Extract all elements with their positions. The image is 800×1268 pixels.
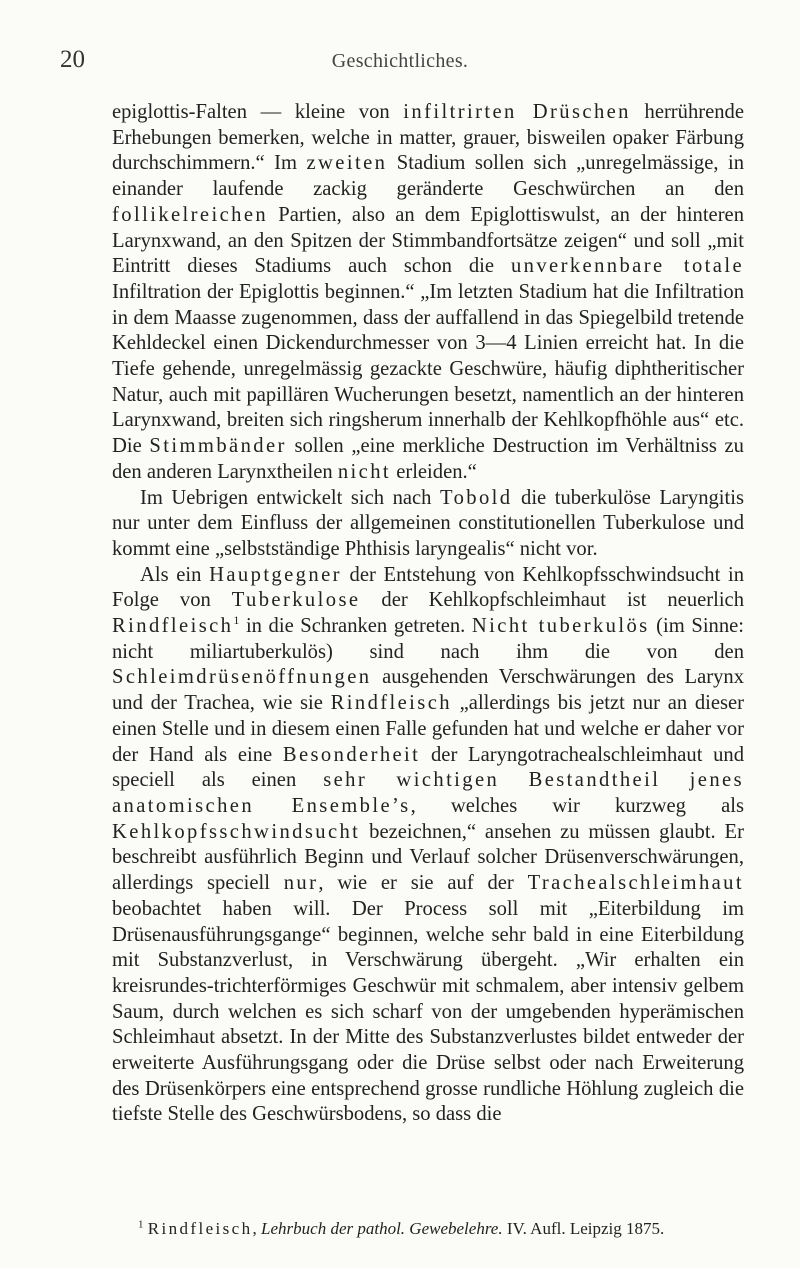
spaced-emphasis: Rindfleisch (112, 615, 234, 638)
text-run: Partien, also an dem Epiglottiswulst, an der hinteren Larynxwand, an den Spitzen der Stimmbandfortsätze zeigen“ und soll „mit Eintritt dieses Stadiums auch schon die (112, 203, 744, 278)
text-run: bezeichnen,“ ansehen zu müssen glaubt. Er beschreibt ausführlich Beginn und Verlauf solcher Drüsenverschwärungen, allerdings speciell (112, 820, 744, 895)
text-run: „allerdings bis jetzt nur an dieser einen Stelle und in diesem einen Falle gefunden hat und welche er daher vor der Hand als eine (112, 692, 745, 766)
paragraph (112, 486, 744, 563)
text-run: Infiltration der Epiglottis beginnen.“ „Im letzten Stadium hat die Infiltration in dem Maasse zugenommen, dass der auffallend in das Spiegelbild tretende Kehldeckel einen Dickendurchmesser von 3—4 Linien erreicht hat. In die Tiefe gehende, unregelmässig gezackte Geschwüre, häufig diphtheritischer Natur, auch mit papillären Wucherungen besetzt, namentlich an der hinteren Larynxwand, breiten sich ringsherum innerhalb der Kehlkopfhöhle aus“ etc. Die (112, 280, 744, 458)
running-title: Geschichtliches. (331, 50, 469, 72)
spaced-emphasis: Tuberkulose (231, 589, 361, 612)
footnote (138, 1218, 758, 1240)
spaced-emphasis: Trachealschleimhaut (527, 872, 744, 895)
spaced-emphasis: zweiten (306, 152, 388, 175)
footnote-marker: 1 (138, 1218, 144, 1231)
text-run: herrührende Erhebungen bemerken, welche in matter, grauer, bisweilen opaker Färbung durchschimmern.“ Im (112, 101, 744, 175)
text-run: epiglottis-Falten — kleine von (112, 101, 404, 123)
page-number: 20 (60, 46, 85, 73)
spaced-emphasis: sehr wichtigen Bestandtheil jenes anatomischen Ensemble’s (112, 769, 744, 817)
text-run: der Entstehung von Kehlkopfsschwindsucht in Folge von (112, 563, 744, 612)
spaced-emphasis: infiltrirten Drüschen (403, 101, 631, 123)
text-run: der Kehlkopfschleimhaut ist neuerlich (360, 589, 744, 612)
footnote-reference: 1 (233, 613, 240, 628)
footnote-title: Lehrbuch der pathol. Gewebelehre. (261, 1219, 503, 1238)
footnote-author: Rindfleisch (147, 1219, 253, 1238)
spaced-emphasis: nicht (337, 460, 392, 483)
spaced-emphasis: Rindfleisch (330, 692, 452, 715)
body-text (112, 100, 744, 1128)
footnote-publication: IV. Aufl. Leipzig 1875. (502, 1219, 665, 1238)
spaced-emphasis: Stimmbänder (149, 435, 287, 458)
text-run: Im Uebrigen entwickelt sich nach (140, 486, 441, 509)
paragraph (112, 563, 744, 1128)
page-header (60, 46, 740, 78)
text-run: beobachtet haben will. Der Process soll mit „Eiterbildung im Drüsenausführungsgange“ beginnen, welche sehr bald in eine Eiterbildung mit Substanzverlust, in Verschwärung übergeht. „Wir erhalten ein kreisrundes-trichterförmiges Geschwür mit schmalem, aber intensiv gelbem Saum, durch welchen es sich scharf von der umgebenden hyperämischen Schleimhaut absetzt. In der Mitte des Substanzverlustes bildet entweder der erweiterte Ausführungsgang oder die Drüse selbst oder nach Erweiterung des Drüsenkörpers eine entsprechend grosse rundliche Höhlung zugleich die tiefste Stelle des Geschwürsbodens, so dass die (112, 897, 744, 1126)
text-run: sollen „eine merkliche Destruction im Verhältniss zu den anderen Larynxtheilen (112, 435, 744, 483)
text-run: in die Schranken getreten. (239, 615, 472, 638)
spaced-emphasis: unverkennbare totale (510, 255, 744, 278)
text-run: (im Sinne: nicht miliartuberkulös) sind nach ihm die von den (112, 615, 744, 663)
spaced-emphasis: Besonderheit (282, 743, 421, 766)
spaced-emphasis: Kehlkopfsschwindsucht (112, 820, 361, 843)
text-run: ausgehenden Verschwärungen des Larynx und der Trachea, wie sie (112, 666, 744, 715)
text-run: der Laryngotrachealschleimhaut und speciell als einen (112, 743, 744, 792)
paragraph (112, 100, 744, 486)
spaced-emphasis: Tobold (440, 486, 513, 509)
spaced-emphasis: Schleimdrüsenöffnungen (112, 666, 372, 689)
text-run: , welches wir kurzweg als (410, 794, 744, 817)
text-run: die tuberkulöse Laryngitis nur unter dem Einfluss der allgemeinen constitutionellen Tuberkulose und kommt eine „selbstständige Phthisis laryngealis“ nicht vor. (112, 486, 744, 560)
spaced-emphasis: follikelreichen (112, 203, 269, 226)
spaced-emphasis: nur (283, 872, 319, 895)
footnote-separator: , (252, 1219, 262, 1238)
text-run: , wie er sie auf der (318, 872, 528, 895)
spaced-emphasis: Nicht tuberkulös (471, 615, 650, 638)
text-run: erleiden.“ (391, 460, 477, 483)
text-run: Stadium sollen sich „unregelmässige, in einander laufende zackig geränderte Geschwürchen an den (112, 152, 744, 201)
spaced-emphasis: Hauptgegner (209, 563, 342, 586)
text-run: Als ein (140, 563, 210, 586)
